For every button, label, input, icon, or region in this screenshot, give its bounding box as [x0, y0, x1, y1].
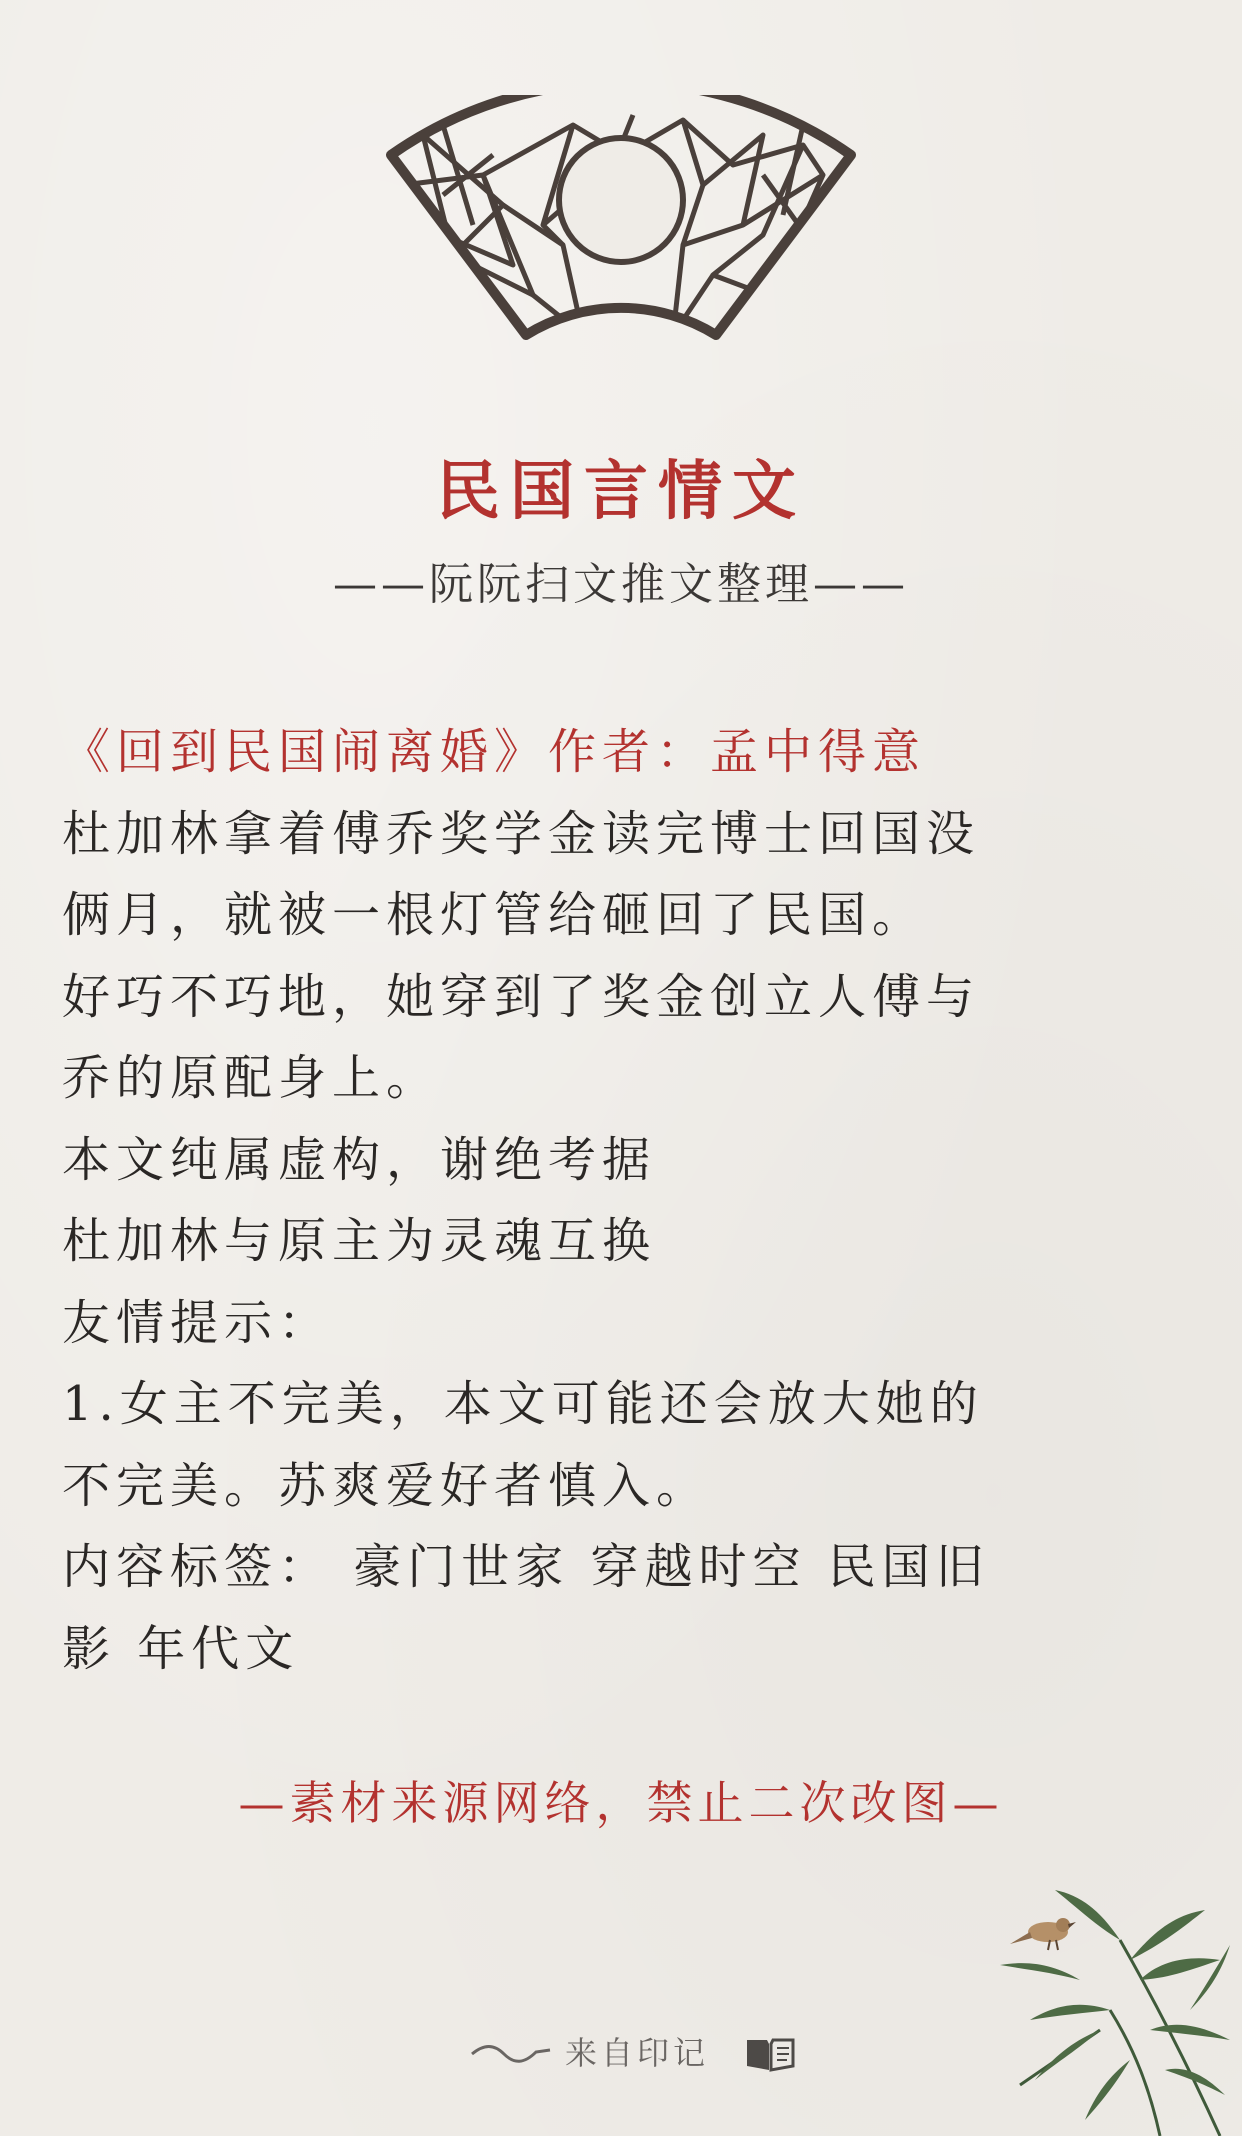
source-watermark	[470, 2028, 810, 2078]
text-line: 本文纯属虚构，谢绝考据	[62, 1131, 657, 1188]
text-line: 友情提示：	[62, 1294, 333, 1351]
page-subtitle: ——阮阮扫文推文整理——	[333, 559, 909, 610]
text-line: 1.女主不完美，本文可能还会放大她的	[62, 1376, 984, 1432]
text-line: 杜加林与原主为灵魂互换	[62, 1213, 657, 1269]
text-line: 俩月，就被一根灯管给砸回了民国。	[62, 887, 927, 943]
watermark-text: 来自印记	[565, 2034, 710, 2072]
bamboo-bird-icon	[960, 1870, 1242, 2136]
book-title-line: 《回到民国闹离婚》作者：孟中得意	[62, 724, 927, 780]
lattice-fan-icon	[383, 95, 859, 350]
text-line: 影 年代文	[62, 1620, 300, 1677]
wave-icon	[470, 2040, 552, 2066]
text-line: 好巧不巧地，她穿到了奖金创立人傅与	[62, 968, 981, 1025]
book-icon	[745, 2036, 795, 2072]
text-line: 乔的原配身上。	[62, 1050, 441, 1106]
page-title: 民国言情文	[436, 454, 806, 529]
source-note: —素材来源网络，禁止二次改图—	[238, 1776, 1004, 1830]
text-line: 不完美。苏爽爱好者慎入。	[62, 1457, 711, 1514]
text-line: 杜加林拿着傅乔奖学金读完博士回国没	[62, 805, 981, 862]
text-line: 内容标签： 豪门世家 穿越时空 民国旧	[62, 1539, 990, 1595]
book-description	[62, 712, 1182, 1690]
